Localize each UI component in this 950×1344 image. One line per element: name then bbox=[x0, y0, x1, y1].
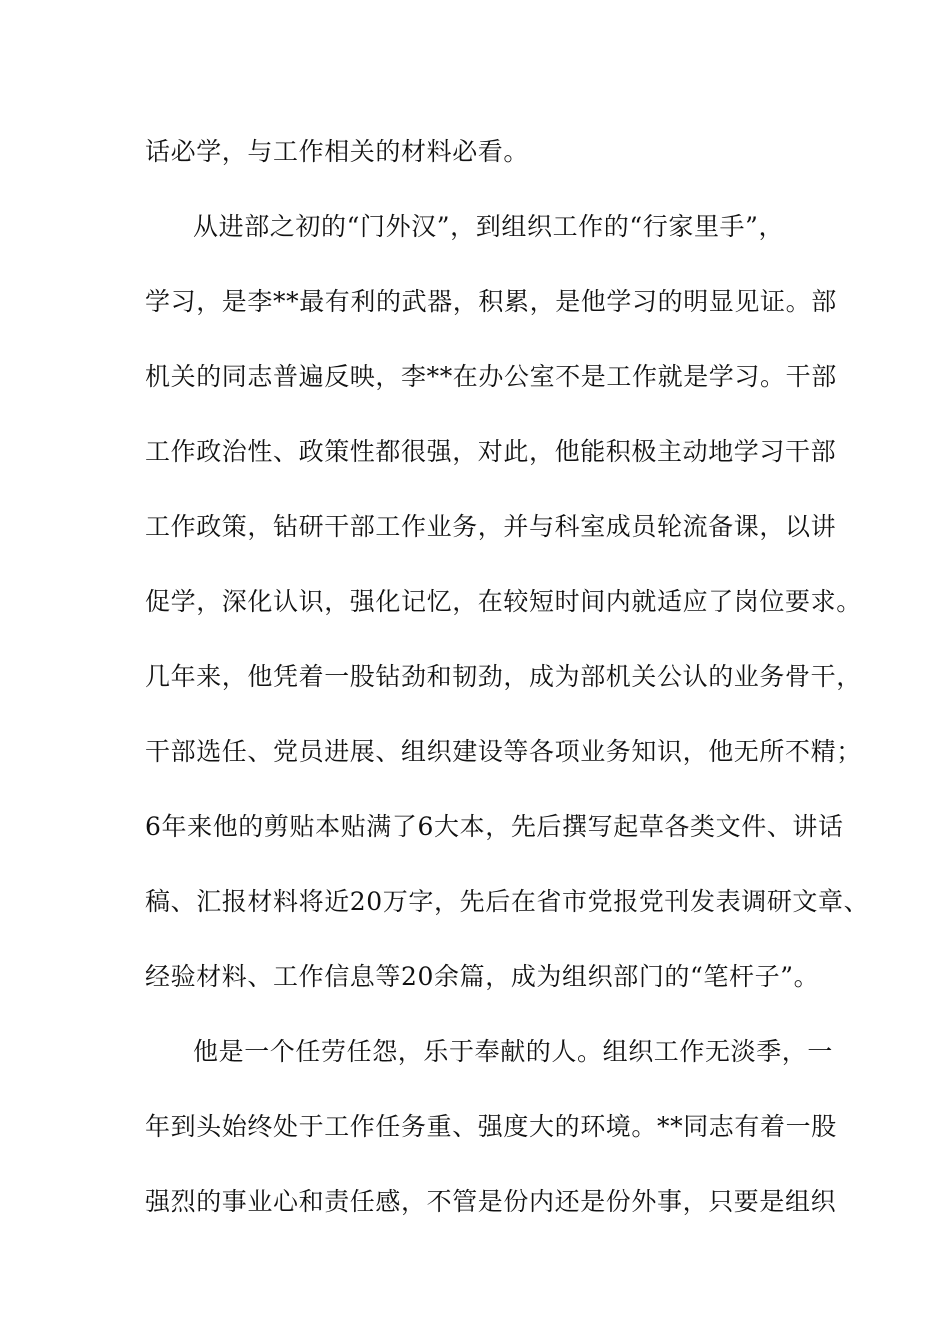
paragraph-start-line: 他是一个任劳任怨，乐于奉献的人。组织工作无淡季，一 bbox=[193, 1037, 834, 1066]
text-line-15: 强烈的事业心和责任感，不管是份内还是份外事，只要是组织 bbox=[145, 1187, 837, 1216]
text-line-5: 工作政治性、政策性都很强，对此，他能积极主动地学习干部 bbox=[145, 437, 837, 466]
text-line-12: 经验材料、工作信息等20余篇，成为组织部门的“笔杆子”。 bbox=[145, 962, 820, 991]
text-line-6: 工作政策，钻研干部工作业务，并与科室成员轮流备课，以讲 bbox=[145, 512, 837, 541]
paragraph-start-line: 从进部之初的“门外汉”，到组织工作的“行家里手”， bbox=[193, 212, 785, 241]
text-line-8: 几年来，他凭着一股钻劲和韧劲，成为部机关公认的业务骨干， bbox=[145, 662, 862, 691]
text-line-7: 促学，深化认识，强化记忆，在较短时间内就适应了岗位要求。 bbox=[145, 587, 862, 616]
text-line-3: 学习，是李**最有利的武器，积累，是他学习的明显见证。部 bbox=[145, 287, 837, 316]
text-line-11: 稿、汇报材料将近20万字，先后在省市党报党刊发表调研文章、 bbox=[145, 887, 870, 916]
text-line-1: 话必学，与工作相关的材料必看。 bbox=[145, 137, 530, 166]
text-line-14: 年到头始终处于工作任务重、强度大的环境。**同志有着一股 bbox=[145, 1112, 837, 1141]
text-line-9: 干部选任、党员进展、组织建设等各项业务知识，他无所不精； bbox=[145, 737, 862, 766]
text-line-4: 机关的同志普遍反映，李**在办公室不是工作就是学习。干部 bbox=[145, 362, 837, 391]
text-line-10: 6年来他的剪贴本贴满了6大本，先后撰写起草各类文件、讲话 bbox=[145, 812, 844, 841]
